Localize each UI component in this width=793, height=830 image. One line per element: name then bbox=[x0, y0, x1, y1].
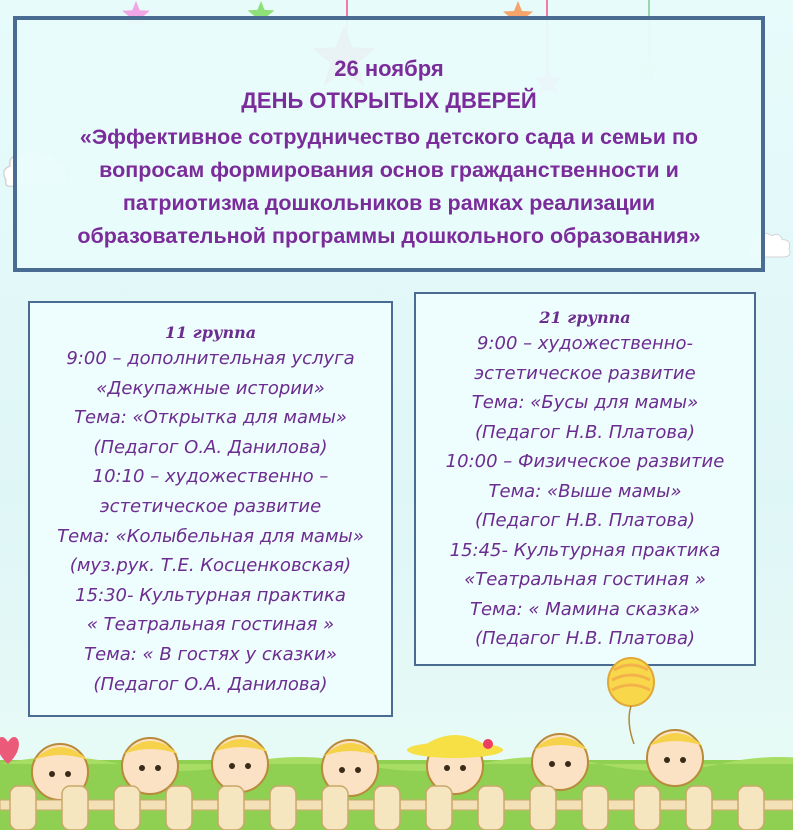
group-11-schedule bbox=[28, 301, 393, 717]
schedule-line: Тема: « В гостях у сказки» bbox=[84, 643, 337, 665]
subtitle-line: патриотизма дошкольников в рамках реализации bbox=[122, 191, 656, 215]
schedule-line: 10:10 – художественно – bbox=[92, 466, 329, 488]
header-box bbox=[13, 16, 765, 272]
kids-fence-illustration bbox=[0, 720, 793, 830]
schedule-line: 9:00 – дополнительная услуга bbox=[66, 348, 355, 369]
group-21-title: 21 группа bbox=[539, 308, 631, 327]
schedule-line: (муз.рук. Т.Е. Косценковская) bbox=[69, 555, 352, 577]
schedule-line: эстетическое развитие bbox=[474, 362, 696, 384]
subtitle-line: «Эффективное сотрудничество детского сада и семьи по bbox=[79, 125, 699, 149]
schedule-line: «Декупажные истории» bbox=[96, 377, 325, 399]
group-21-schedule bbox=[414, 292, 756, 666]
schedule-line: «Театральная гостиная » bbox=[464, 569, 706, 590]
schedule-line: 15:30- Культурная практика bbox=[75, 584, 346, 606]
schedule-line: « Театральная гостиная » bbox=[86, 614, 335, 636]
schedule-line: (Педагог О.А. Данилова) bbox=[93, 436, 328, 458]
schedule-line: 10:00 – Физическое развитие bbox=[445, 451, 725, 472]
event-date: 26 ноября bbox=[334, 56, 444, 81]
schedule-line: Тема: «Открытка для мамы» bbox=[74, 407, 347, 429]
schedule-line: (Педагог Н.В. Платова) bbox=[474, 421, 696, 443]
schedule-line: Тема: «Бусы для мамы» bbox=[471, 392, 699, 413]
subtitle-line: вопросам формирования основ гражданственности и bbox=[99, 158, 679, 182]
schedule-line: эстетическое развитие bbox=[99, 495, 322, 517]
schedule-line: (Педагог Н.В. Платова) bbox=[474, 510, 696, 531]
schedule-line: Тема: « Мамина сказка» bbox=[469, 598, 701, 620]
schedule-line: 9:00 – художественно- bbox=[476, 333, 694, 354]
schedule-line: Тема: «Колыбельная для мамы» bbox=[57, 525, 364, 547]
schedule-line: Тема: «Выше мамы» bbox=[488, 480, 682, 502]
event-subtitle bbox=[35, 121, 743, 253]
event-title: ДЕНЬ ОТКРЫТЫХ ДВЕРЕЙ bbox=[241, 88, 537, 113]
group-11-title: 11 группа bbox=[164, 323, 257, 342]
schedule-line: (Педагог О.А. Данилова) bbox=[93, 673, 328, 695]
schedule-line: (Педагог Н.В. Платова) bbox=[474, 628, 696, 649]
schedule-line: 15:45- Культурная практика bbox=[449, 539, 721, 561]
subtitle-line: образовательной программы дошкольного образования» bbox=[77, 224, 701, 248]
